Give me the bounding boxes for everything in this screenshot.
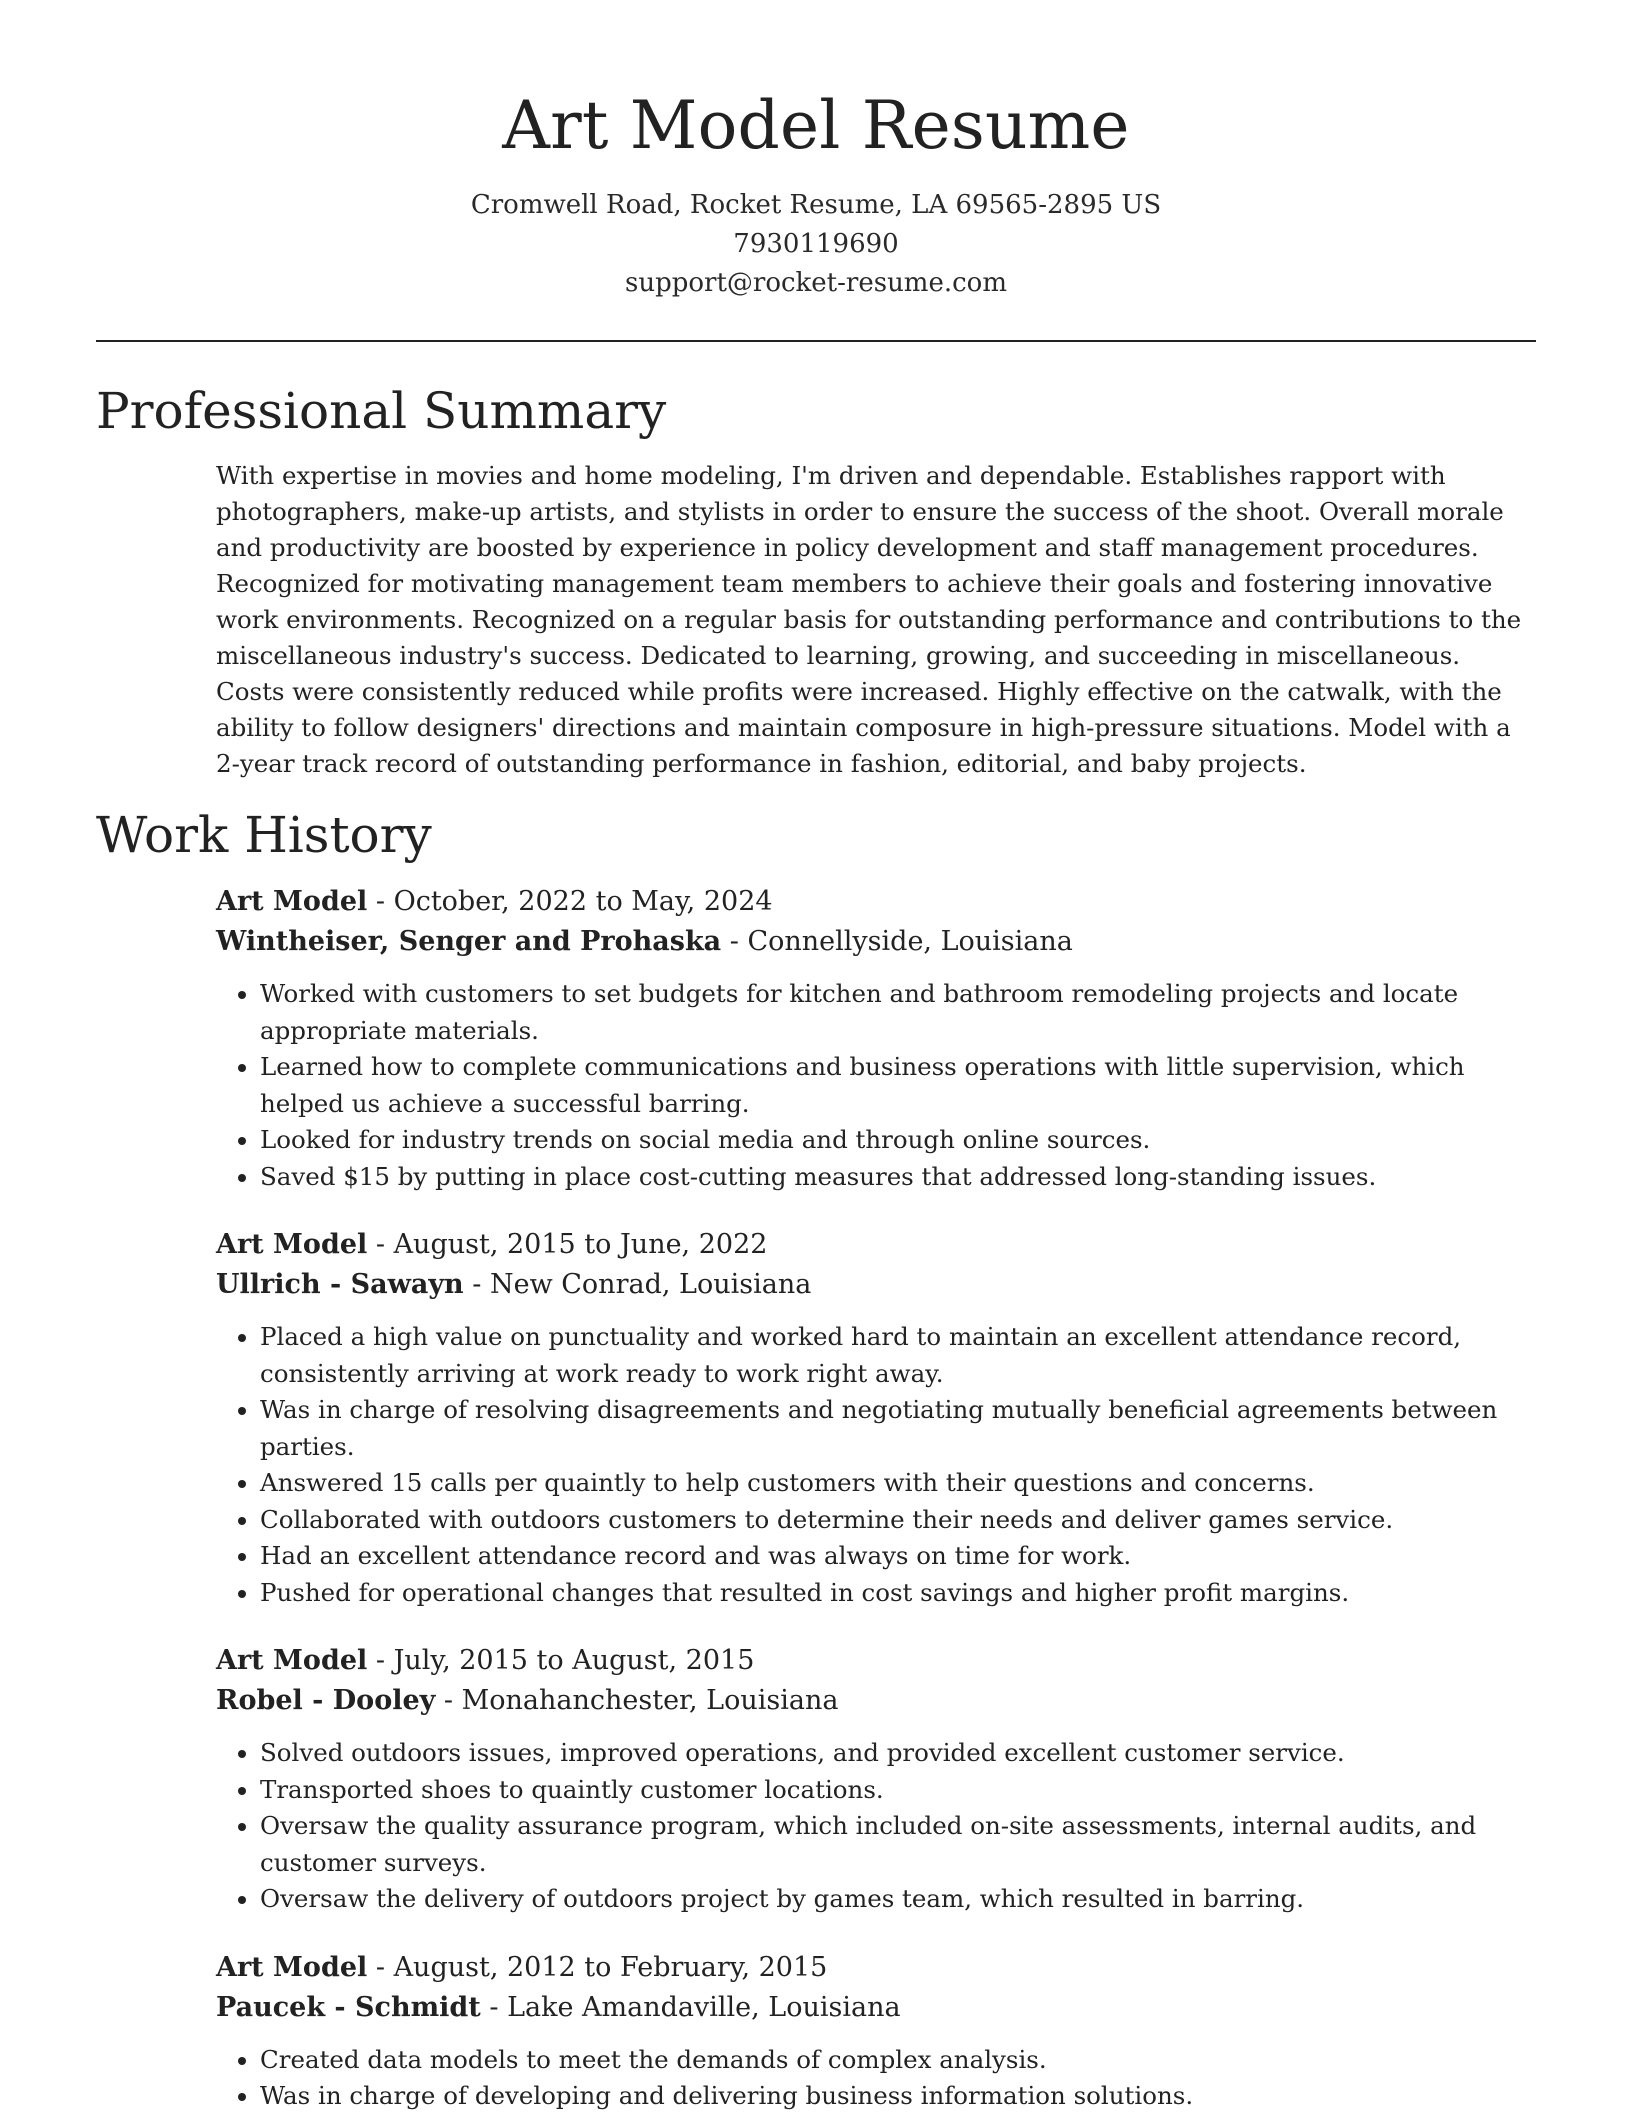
job-title-line bbox=[216, 1641, 1536, 1681]
job-bullet: • Looked for industry trends on social media and through online sources. bbox=[260, 1122, 1536, 1159]
summary-heading: Professional Summary bbox=[96, 382, 667, 440]
job-location: Lake Amandaville, Louisiana bbox=[507, 1991, 901, 2023]
job-entry bbox=[216, 1225, 1536, 1611]
job-title-line bbox=[216, 1225, 1536, 1265]
job-role: Art Model bbox=[216, 1951, 368, 1983]
job-entry bbox=[216, 882, 1536, 1195]
contact-block bbox=[96, 186, 1536, 303]
separator: - bbox=[721, 926, 748, 957]
job-bullets bbox=[216, 1319, 1536, 1611]
separator: - bbox=[463, 1269, 490, 1300]
job-location: New Conrad, Louisiana bbox=[489, 1269, 812, 1300]
contact-email: support@rocket-resume.com bbox=[624, 268, 1007, 298]
job-bullet: • Placed a high value on punctuality and worked hard to maintain an excellent attendance record, consistently arriving at work ready to work right away. bbox=[260, 1319, 1536, 1392]
job-dates: July, 2015 to August, 2015 bbox=[393, 1645, 755, 1676]
resume-title: Art Model Resume bbox=[502, 87, 1130, 164]
job-location: Monahanchester, Louisiana bbox=[461, 1685, 839, 1716]
contact-phone: 7930119690 bbox=[733, 229, 899, 259]
job-bullets bbox=[216, 976, 1536, 1195]
job-bullet: • Created data models to meet the demands of complex analysis. bbox=[260, 2042, 1536, 2079]
resume-header bbox=[96, 0, 1536, 303]
job-company-line bbox=[216, 922, 1536, 962]
job-bullets bbox=[216, 2042, 1536, 2115]
job-bullet: • Worked with customers to set budgets for kitchen and bathroom remodeling projects and locate appropriate materials. bbox=[260, 976, 1536, 1049]
job-company-line bbox=[216, 1681, 1536, 1721]
job-bullet: • Had an excellent attendance record and was always on time for work. bbox=[260, 1538, 1536, 1575]
resume-page bbox=[96, 0, 1536, 2115]
job-entry bbox=[216, 1641, 1536, 1918]
job-title-line bbox=[216, 882, 1536, 922]
job-company: Ullrich - Sawayn bbox=[216, 1269, 464, 1300]
job-title-line bbox=[216, 1948, 1536, 1988]
separator: - bbox=[367, 1951, 394, 1983]
job-bullet: • Oversaw the delivery of outdoors project by games team, which resulted in barring. bbox=[260, 1881, 1536, 1918]
contact-address: Cromwell Road, Rocket Resume, LA 69565-2895 US bbox=[470, 190, 1162, 220]
job-bullet: • Oversaw the quality assurance program, which included on-site assessments, internal audits, and customer surveys. bbox=[260, 1808, 1536, 1881]
job-bullet: • Transported shoes to quaintly customer locations. bbox=[260, 1772, 1536, 1809]
separator: - bbox=[367, 1645, 394, 1676]
job-company: Wintheiser, Senger and Prohaska bbox=[216, 926, 722, 957]
job-bullet: • Was in charge of developing and delivering business information solutions. bbox=[260, 2078, 1536, 2115]
job-company: Paucek - Schmidt bbox=[216, 1991, 481, 2023]
header-divider bbox=[96, 340, 1536, 342]
job-dates: August, 2012 to February, 2015 bbox=[393, 1951, 828, 1983]
job-role: Art Model bbox=[216, 1645, 368, 1676]
separator: - bbox=[480, 1991, 508, 2023]
job-bullet: • Collaborated with outdoors customers to determine their needs and deliver games service. bbox=[260, 1502, 1536, 1539]
separator: - bbox=[435, 1685, 462, 1716]
job-bullet: • Pushed for operational changes that resulted in cost savings and higher profit margins. bbox=[260, 1575, 1536, 1612]
job-bullet: • Was in charge of resolving disagreements and negotiating mutually beneficial agreements between parties. bbox=[260, 1392, 1536, 1465]
job-bullet: • Saved $15 by putting in place cost-cutting measures that addressed long-standing issues. bbox=[260, 1159, 1536, 1196]
work-history-list bbox=[216, 882, 1536, 2115]
job-bullet: • Learned how to complete communications and business operations with little supervision, which helped us achieve a successful barring. bbox=[260, 1049, 1536, 1122]
job-role: Art Model bbox=[216, 886, 368, 917]
job-bullet: • Answered 15 calls per quaintly to help customers with their questions and concerns. bbox=[260, 1465, 1536, 1502]
separator: - bbox=[367, 1229, 394, 1260]
job-company: Robel - Dooley bbox=[216, 1685, 436, 1716]
job-bullets bbox=[216, 1735, 1536, 1918]
work-history-heading: Work History bbox=[96, 806, 432, 864]
job-dates: October, 2022 to May, 2024 bbox=[393, 886, 773, 917]
job-location: Connellyside, Louisiana bbox=[747, 926, 1073, 957]
job-company-line bbox=[216, 1988, 1536, 2028]
summary-text: With expertise in movies and home modeling, I'm driven and dependable. Establishes rapport with photographers, make-up artists, and stylists in order to ensure the success of the shoot. Overall morale and productivity are boosted by experience in policy development and staff management procedures. Recognized for motivating management team members to achieve their goals and fostering innovative work environments. Recognized on a regular basis for outstanding performance and contributions to the miscellaneous industry's success. Dedicated to learning, growing, and succeeding in miscellaneous. Costs were consistently reduced while profits were increased. Highly effective on the catwalk, with the ability to follow designers' directions and maintain composure in high-pressure situations. Model with a 2-year track record of outstanding performance in fashion, editorial, and baby projects. bbox=[216, 461, 1522, 778]
job-entry bbox=[216, 1948, 1536, 2115]
job-company-line bbox=[216, 1265, 1536, 1305]
job-role: Art Model bbox=[216, 1229, 368, 1260]
job-bullet: • Solved outdoors issues, improved operations, and provided excellent customer service. bbox=[260, 1735, 1536, 1772]
job-dates: August, 2015 to June, 2022 bbox=[393, 1229, 768, 1260]
separator: - bbox=[367, 886, 394, 917]
